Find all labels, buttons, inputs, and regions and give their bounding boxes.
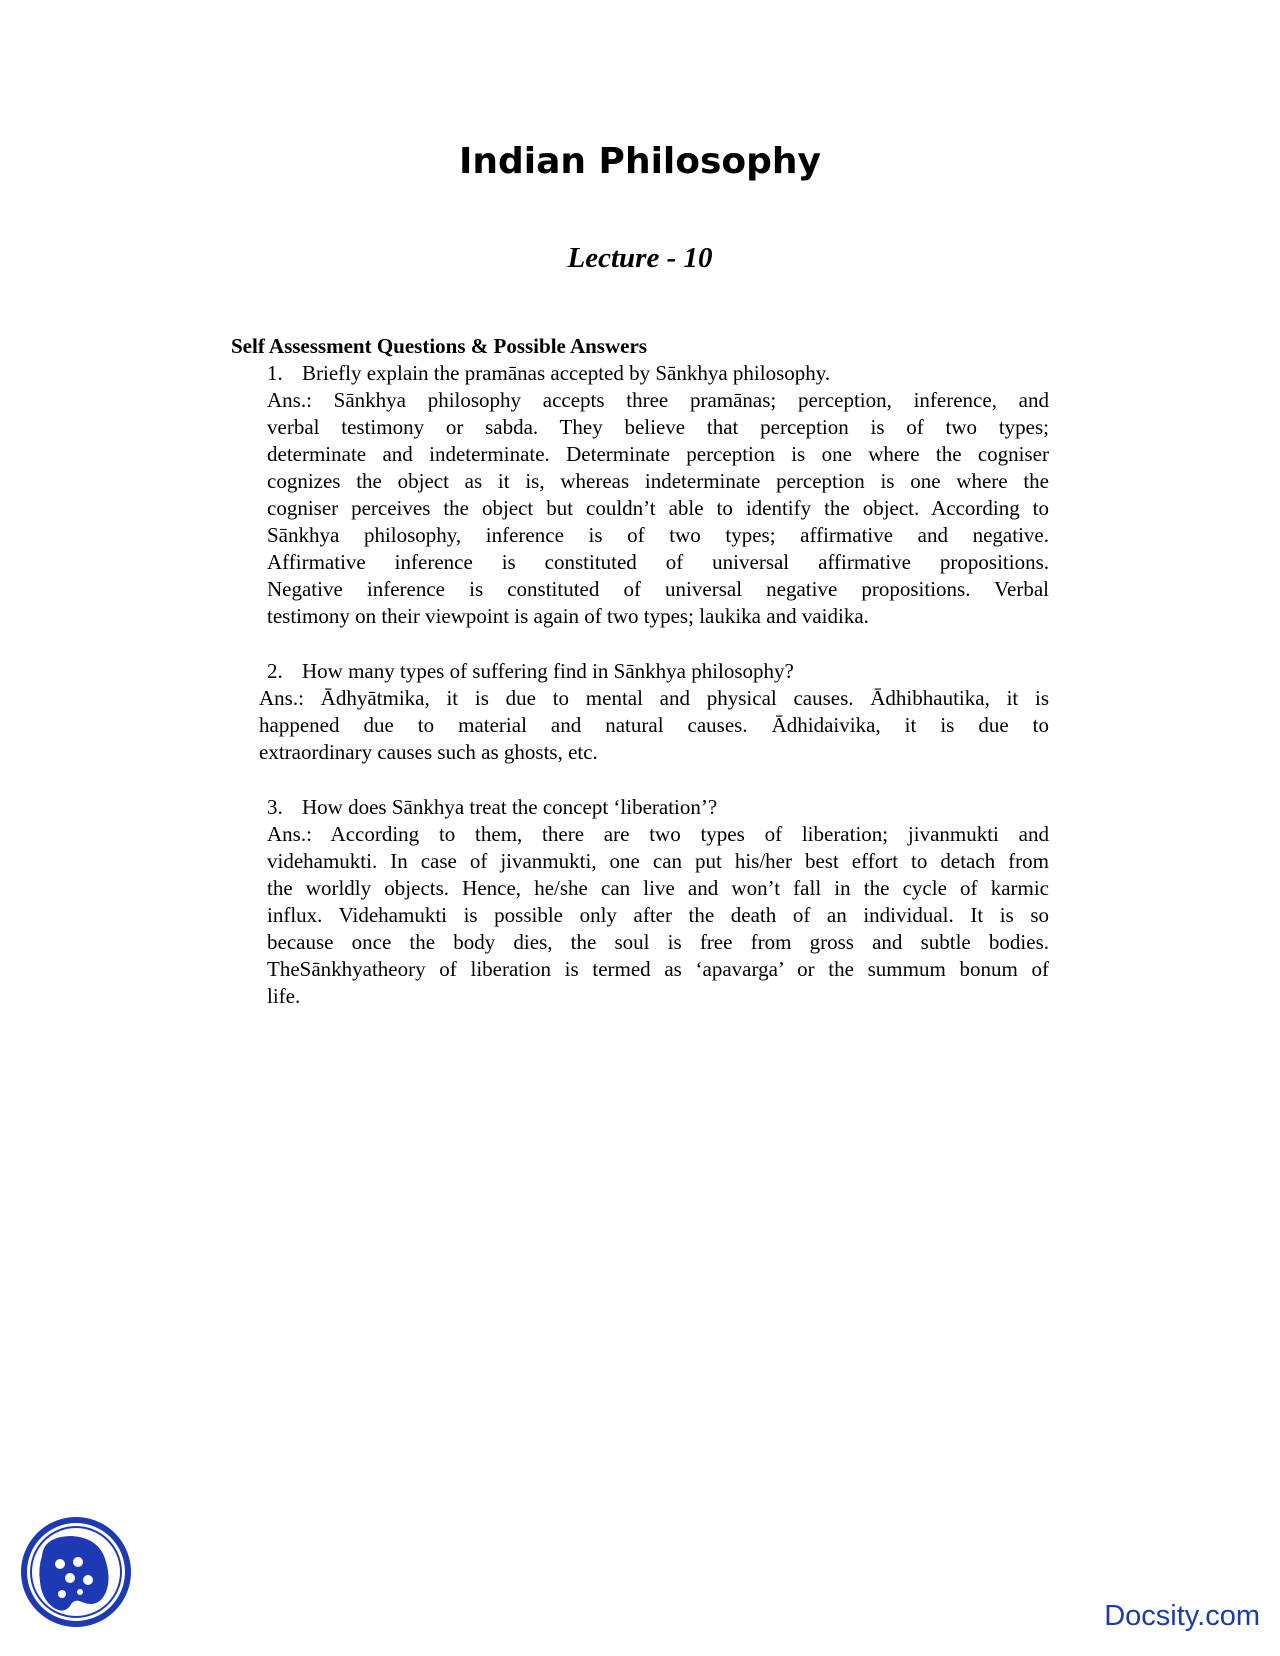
question-text: How many types of suffering find in Sānkhya philosophy? [302,659,794,683]
answer-line: Affirmative inference is constituted of universal affirmative propositions. [267,550,1049,574]
question-number: 3. [267,795,283,819]
answer-line: testimony on their viewpoint is again of two types; laukika and vaidika. [267,604,869,628]
answer-line: Ans.: According to them, there are two types of liberation; jivanmukti and [267,822,1049,846]
answer-line: Negative inference is constituted of universal negative propositions. Verbal [267,577,1049,601]
answer-1 [267,387,1049,630]
answer-line: TheSānkhyatheory of liberation is termed as ‘apavarga’ or the summum bonum of [267,957,1049,981]
page-title: Indian Philosophy [458,141,822,182]
answer-line: verbal testimony or sabda. They believe that perception is of two types; [267,415,1049,439]
answer-2 [259,685,1049,766]
lecture-title: Lecture - 10 [567,242,713,274]
answer-line: extraordinary causes such as ghosts, etc. [259,740,598,764]
question-3 [267,794,717,821]
answer-line: determinate and indeterminate. Determinate perception is one where the cogniser [267,442,1049,466]
answer-line: Ans.: Sānkhya philosophy accepts three pramānas; perception, inference, and [267,388,1049,412]
docsity-link[interactable]: Docsity.com [1104,1600,1260,1632]
answer-line: influx. Videhamukti is possible only after the death of an individual. It is so [267,903,1049,927]
answer-line: because once the body dies, the soul is free from gross and subtle bodies. [267,930,1049,954]
question-number: 1. [267,361,283,385]
question-number: 2. [267,659,283,683]
answer-line: cognizes the object as it is, whereas indeterminate perception is one where the [267,469,1049,493]
answer-line: the worldly objects. Hence, he/she can live and won’t fall in the cycle of karmic [267,876,1049,900]
answer-line: happened due to material and natural causes. Ādhidaivika, it is due to [259,713,1049,737]
section-heading: Self Assessment Questions & Possible Answers [231,334,647,358]
answer-3 [267,821,1049,1010]
answer-line: life. [267,984,301,1008]
answer-line: cogniser perceives the object but couldn’t able to identify the object. According to [267,496,1049,520]
answer-line: Sānkhya philosophy, inference is of two types; affirmative and negative. [267,523,1049,547]
question-2 [267,658,794,685]
question-text: How does Sānkhya treat the concept ‘liberation’? [302,795,718,819]
question-1 [267,360,830,387]
docsity-logo-icon[interactable] [20,1516,132,1628]
answer-line: Ans.: Ādhyātmika, it is due to mental and physical causes. Ādhibhautika, it is [259,686,1049,710]
question-text: Briefly explain the pramānas accepted by Sānkhya philosophy. [302,361,831,385]
logo-graphic [20,1516,132,1628]
answer-line: videhamukti. In case of jivanmukti, one can put his/her best effort to detach from [267,849,1049,873]
